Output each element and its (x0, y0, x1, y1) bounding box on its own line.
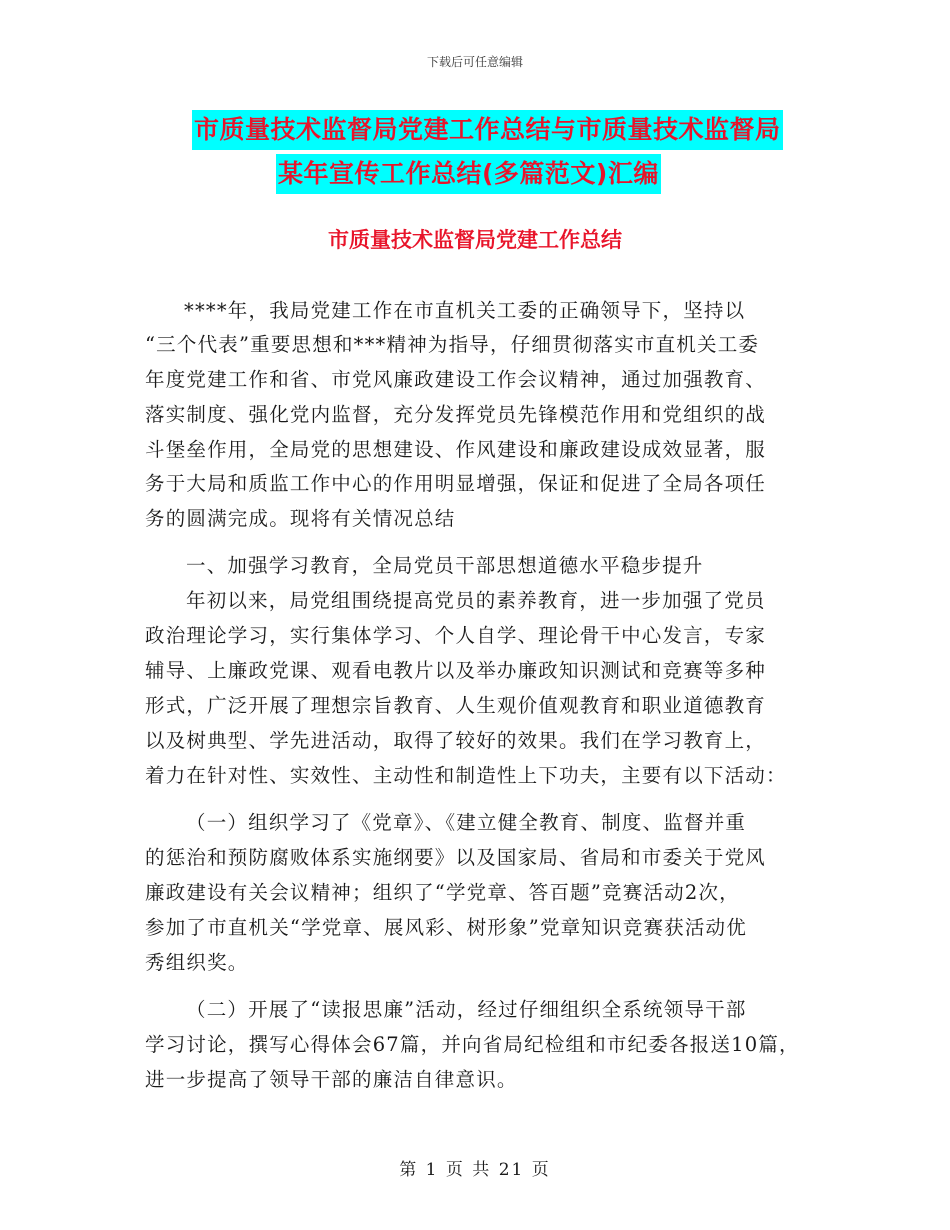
paragraph-line: 政治理论学习，实行集体学习、个人自学、理论骨干中心发言，专家 (145, 624, 767, 647)
paragraph-line: 以及树典型、学先进活动，取得了较好的效果。我们在学习教育上， (145, 729, 767, 752)
paragraph-line: （一）组织学习了《党章》、《建立健全教育、制度、监督并重 (186, 811, 747, 834)
document-title-line-2: 某年宣传工作总结(多篇范文)汇编 (276, 154, 661, 194)
paragraph-line: 廉政建设有关会议精神；组织了“学党章、答百题”竞赛活动2次， (145, 881, 740, 904)
header-note: 下载后可任意编辑 (426, 55, 523, 69)
paragraph-line: 进一步提高了领导干部的廉洁自律意识。 (145, 1068, 518, 1091)
paragraph-line: 辅导、上廉政党课、观看电教片以及举办廉政知识测试和竞赛等多种 (145, 659, 767, 682)
paragraph-line: （二）开展了“读报思廉”活动，经过仔细组织全系统领导干部 (186, 998, 747, 1021)
paragraph-line: 参加了市直机关“学党章、展风彩、树形象”党章知识竞赛获活动优 (145, 916, 747, 939)
paragraph-line: “三个代表”重要思想和***精神为指导，仔细贯彻落实市直机关工委 (145, 333, 760, 356)
document-title-line-1: 市质量技术监督局党建工作总结与市质量技术监督局 (192, 110, 783, 150)
paragraph-line: 秀组织奖。 (145, 951, 249, 974)
paragraph-line: ****年，我局党建工作在市直机关工委的正确领导下，坚持以 (184, 299, 746, 322)
paragraph-line: 形式，广泛开展了理想宗旨教育、人生观价值观教育和职业道德教育 (145, 694, 767, 717)
paragraph-line: 的惩治和预防腐败体系实施纲要》以及国家局、省局和市委关于党风 (145, 846, 767, 869)
paragraph-line: 斗堡垒作用，全局党的思想建设、作风建设和廉政建设成效显著，服 (145, 438, 767, 461)
paragraph-line: 学习讨论，撰写心得体会67篇，并向省局纪检组和市纪委各报送10篇， (145, 1033, 800, 1056)
section-title: 市质量技术监督局党建工作总结 (328, 228, 622, 252)
section-heading: 一、加强学习教育，全局党员干部思想道德水平稳步提升 (186, 554, 704, 577)
paragraph-line: 着力在针对性、实效性、主动性和制造性上下功夫，主要有以下活动： (145, 764, 787, 787)
paragraph-line: 务于大局和质监工作中心的作用明显增强，保证和促进了全局各项任 (145, 472, 767, 495)
paragraph-line: 落实制度、强化党内监督，充分发挥党员先锋模范作用和党组织的战 (145, 403, 767, 426)
paragraph-line: 年初以来，局党组围绕提高党员的素养教育，进一步加强了党员 (186, 589, 766, 612)
paragraph-line: 务的圆满完成。现将有关情况总结 (145, 507, 456, 530)
paragraph-line: 年度党建工作和省、市党风廉政建设工作会议精神，通过加强教育、 (145, 368, 767, 391)
page-number: 第 1 页 共 21 页 (399, 1160, 551, 1180)
